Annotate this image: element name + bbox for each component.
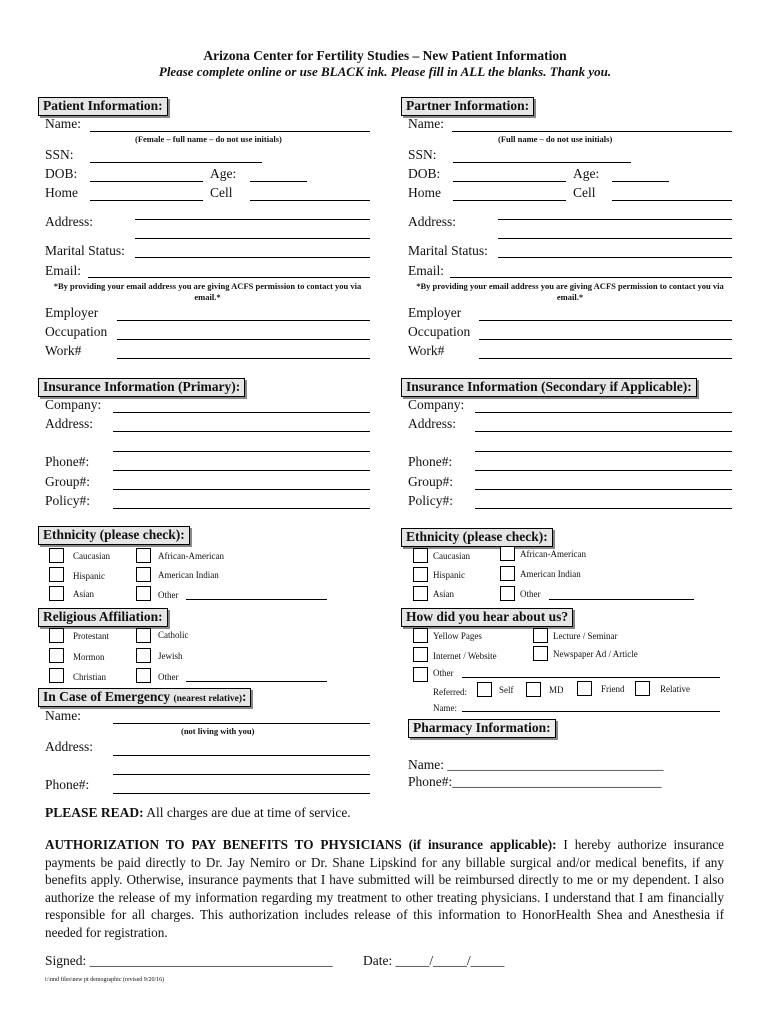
partner-hispanic-label: Hispanic bbox=[433, 570, 465, 580]
partner-asian-checkbox[interactable] bbox=[413, 586, 428, 601]
hear-other-field[interactable] bbox=[462, 677, 720, 678]
ins1-address-label: Address: bbox=[45, 416, 93, 431]
ethnicity-heading-patient: Ethnicity (please check): bbox=[38, 526, 190, 545]
internet-label: Internet / Website bbox=[433, 651, 497, 661]
partner-age-field[interactable] bbox=[612, 181, 669, 182]
patient-name-label: Name: bbox=[45, 116, 81, 131]
partner-occupation-field[interactable] bbox=[479, 339, 732, 340]
patient-cell-field[interactable] bbox=[250, 200, 370, 201]
yellow-pages-label: Yellow Pages bbox=[433, 631, 482, 641]
newspaper-label: Newspaper Ad / Article bbox=[553, 649, 638, 659]
jewish-checkbox[interactable] bbox=[136, 648, 151, 663]
emergency-phone-field[interactable] bbox=[113, 793, 370, 794]
emergency-address-field-1[interactable] bbox=[113, 755, 370, 756]
patient-age-label: Age: bbox=[210, 166, 237, 181]
footer-path: i:\nnd files\new pt demographic (revised 9/20/16) bbox=[45, 977, 165, 983]
partner-name-note: (Full name – do not use initials) bbox=[498, 134, 613, 144]
partner-ssn-label: SSN: bbox=[408, 147, 437, 162]
form-title: Arizona Center for Fertility Studies – New Patient Information bbox=[203, 48, 567, 63]
partner-work-label: Work# bbox=[408, 343, 445, 358]
ins2-company-label: Company: bbox=[408, 397, 465, 412]
patient-american-indian-checkbox[interactable] bbox=[136, 567, 151, 582]
patient-employer-label: Employer bbox=[45, 305, 99, 320]
referred-md-label: MD bbox=[549, 685, 564, 695]
patient-occupation-field[interactable] bbox=[117, 339, 370, 340]
partner-ssn-field[interactable] bbox=[453, 162, 631, 163]
protestant-checkbox[interactable] bbox=[49, 628, 64, 643]
partner-american-indian-checkbox[interactable] bbox=[500, 566, 515, 581]
partner-african-american-label: African-American bbox=[520, 549, 586, 559]
patient-caucasian-checkbox[interactable] bbox=[49, 548, 64, 563]
ins1-group-field[interactable] bbox=[113, 489, 370, 490]
partner-caucasian-checkbox[interactable] bbox=[413, 548, 428, 563]
hear-other-checkbox[interactable] bbox=[413, 667, 428, 682]
religion-other-label: Other bbox=[158, 672, 179, 682]
patient-hispanic-checkbox[interactable] bbox=[49, 567, 64, 582]
partner-ethnicity-other-field[interactable] bbox=[549, 599, 694, 600]
hear-other-label: Other bbox=[433, 668, 454, 678]
ins1-policy-label: Policy#: bbox=[45, 493, 91, 508]
emergency-phone-label: Phone#: bbox=[45, 777, 90, 792]
patient-home-label: Home bbox=[45, 185, 78, 200]
patient-cell-label: Cell bbox=[210, 185, 233, 200]
jewish-label: Jewish bbox=[158, 651, 183, 661]
patient-name-note: (Female – full name – do not use initials) bbox=[135, 134, 282, 144]
ins2-policy-label: Policy#: bbox=[408, 493, 454, 508]
form-subtitle: Please complete online or use BLACK ink. Please fill in ALL the blanks. Thank you. bbox=[158, 64, 612, 79]
pharmacy-name-field[interactable]: Name: ________________________________ bbox=[408, 757, 664, 772]
authorization-paragraph: AUTHORIZATION TO PAY BENEFITS TO PHYSICIANS (if insurance applicable): I hereby authorize insurance payments be paid directly to Dr. Jay Nemiro or Dr. Shane Lipskind for any billable surgical and/or medical benefits, if any benefits apply. Otherwise, insurance payments that I have submitted will be reimbursed directly to me or my dependent. I also authorize the release of my information regarding my treatment to other treating physicians. I understand that I am financially responsible for all charges. This authorization includes release of this information to HonorHealth Shea and Anesthesia if needed for registration. bbox=[45, 837, 724, 940]
patient-name-field[interactable] bbox=[90, 131, 370, 132]
ins2-group-field[interactable] bbox=[475, 489, 732, 490]
referred-self-label: Self bbox=[499, 685, 514, 695]
patient-caucasian-label: Caucasian bbox=[73, 551, 110, 561]
newspaper-checkbox[interactable] bbox=[533, 646, 548, 661]
patient-ethnicity-other-label: Other bbox=[158, 590, 179, 600]
patient-ssn-field[interactable] bbox=[90, 162, 262, 163]
religion-other-field[interactable] bbox=[186, 681, 327, 682]
mormon-checkbox[interactable] bbox=[49, 648, 64, 663]
patient-african-american-checkbox[interactable] bbox=[136, 548, 151, 563]
partner-age-label: Age: bbox=[573, 166, 600, 181]
ins2-address-field-2[interactable] bbox=[475, 451, 732, 452]
partner-hispanic-checkbox[interactable] bbox=[413, 567, 428, 582]
lecture-checkbox[interactable] bbox=[533, 628, 548, 643]
emergency-heading: In Case of Emergency (nearest relative): bbox=[38, 688, 251, 707]
mormon-label: Mormon bbox=[73, 652, 105, 662]
religion-heading: Religious Affiliation: bbox=[38, 608, 168, 627]
patient-dob-label: DOB: bbox=[45, 166, 78, 181]
referred-friend-label: Friend bbox=[601, 684, 625, 694]
referred-relative-checkbox[interactable] bbox=[635, 681, 650, 696]
partner-african-american-checkbox[interactable] bbox=[500, 546, 515, 561]
yellow-pages-checkbox[interactable] bbox=[413, 628, 428, 643]
please-read: PLEASE READ: All charges are due at time of service. bbox=[45, 805, 351, 820]
ins2-policy-field[interactable] bbox=[475, 508, 732, 509]
patient-ethnicity-other-field[interactable] bbox=[186, 599, 327, 600]
partner-marital-field[interactable] bbox=[498, 257, 732, 258]
patient-work-label: Work# bbox=[45, 343, 82, 358]
emergency-address-field-2[interactable] bbox=[113, 774, 370, 775]
patient-african-american-label: African-American bbox=[158, 551, 224, 561]
patient-hispanic-label: Hispanic bbox=[73, 571, 105, 581]
insurance-primary-heading: Insurance Information (Primary): bbox=[38, 378, 245, 397]
patient-occupation-label: Occupation bbox=[45, 324, 108, 339]
patient-asian-label: Asian bbox=[73, 589, 94, 599]
ethnicity-heading-partner: Ethnicity (please check): bbox=[401, 528, 553, 547]
patient-age-field[interactable] bbox=[250, 181, 307, 182]
ins2-group-label: Group#: bbox=[408, 474, 453, 489]
ins1-address-field-2[interactable] bbox=[113, 451, 370, 452]
referred-relative-label: Relative bbox=[660, 684, 690, 694]
signed-field[interactable]: Signed: ____________________________________ bbox=[45, 953, 333, 968]
partner-name-label: Name: bbox=[408, 116, 444, 131]
protestant-label: Protestant bbox=[73, 631, 109, 641]
catholic-checkbox[interactable] bbox=[136, 628, 151, 643]
lecture-label: Lecture / Seminar bbox=[553, 631, 618, 641]
patient-email-note: *By providing your email address you are giving ACFS permission to contact you via email.* bbox=[53, 281, 362, 302]
ins1-policy-field[interactable] bbox=[113, 508, 370, 509]
ins1-address-field-1[interactable] bbox=[113, 431, 370, 432]
referred-friend-checkbox[interactable] bbox=[577, 681, 592, 696]
patient-employer-field[interactable] bbox=[117, 320, 370, 321]
referred-name-label: Name: bbox=[433, 703, 457, 713]
patient-american-indian-label: American Indian bbox=[158, 570, 219, 580]
patient-asian-checkbox[interactable] bbox=[49, 586, 64, 601]
partner-name-field[interactable] bbox=[452, 131, 732, 132]
partner-home-label: Home bbox=[408, 185, 441, 200]
referred-self-checkbox[interactable] bbox=[477, 682, 492, 697]
partner-cell-field[interactable] bbox=[612, 200, 732, 201]
christian-checkbox[interactable] bbox=[49, 668, 64, 683]
partner-american-indian-label: American Indian bbox=[520, 569, 581, 579]
ins2-address-label: Address: bbox=[408, 416, 456, 431]
partner-dob-label: DOB: bbox=[408, 166, 441, 181]
patient-work-field[interactable] bbox=[117, 358, 370, 359]
partner-caucasian-label: Caucasian bbox=[433, 551, 470, 561]
pharmacy-heading: Pharmacy Information: bbox=[408, 719, 556, 738]
partner-heading: Partner Information: bbox=[401, 97, 534, 116]
patient-ethnicity-other-checkbox[interactable] bbox=[136, 586, 151, 601]
religion-other-checkbox[interactable] bbox=[136, 668, 151, 683]
partner-asian-label: Asian bbox=[433, 589, 454, 599]
ins1-company-field[interactable] bbox=[113, 412, 370, 413]
patient-address-field-1[interactable] bbox=[135, 219, 370, 220]
patient-email-field[interactable] bbox=[88, 277, 370, 278]
ins2-company-field[interactable] bbox=[475, 412, 732, 413]
partner-employer-field[interactable] bbox=[479, 320, 732, 321]
partner-address-label: Address: bbox=[408, 214, 456, 229]
referred-name-field[interactable] bbox=[462, 711, 720, 712]
partner-occupation-label: Occupation bbox=[408, 324, 471, 339]
patient-dob-field[interactable] bbox=[90, 181, 203, 182]
patient-marital-label: Marital Status: bbox=[45, 243, 125, 258]
ins2-address-field-1[interactable] bbox=[475, 431, 732, 432]
patient-heading: Patient Information: bbox=[38, 97, 168, 116]
date-field[interactable]: Date: _____/_____/_____ bbox=[363, 953, 505, 968]
patient-address-label: Address: bbox=[45, 214, 93, 229]
partner-email-field[interactable] bbox=[450, 277, 732, 278]
internet-checkbox[interactable] bbox=[413, 647, 428, 662]
patient-email-label: Email: bbox=[45, 263, 81, 278]
emergency-name-note: (not living with you) bbox=[181, 726, 255, 736]
partner-ethnicity-other-label: Other bbox=[520, 589, 541, 599]
partner-cell-label: Cell bbox=[573, 185, 596, 200]
patient-home-field[interactable] bbox=[90, 200, 203, 201]
patient-marital-field[interactable] bbox=[135, 257, 370, 258]
referred-label: Referred: bbox=[433, 687, 467, 697]
ins1-group-label: Group#: bbox=[45, 474, 90, 489]
emergency-address-label: Address: bbox=[45, 739, 93, 754]
partner-email-label: Email: bbox=[408, 263, 444, 278]
partner-dob-field[interactable] bbox=[453, 181, 566, 182]
christian-label: Christian bbox=[73, 672, 106, 682]
patient-address-field-2[interactable] bbox=[135, 238, 370, 239]
partner-address-field-2[interactable] bbox=[498, 238, 732, 239]
catholic-label: Catholic bbox=[158, 630, 189, 640]
ins1-phone-field[interactable] bbox=[113, 470, 370, 471]
hear-heading: How did you hear about us? bbox=[401, 608, 573, 627]
insurance-secondary-heading: Insurance Information (Secondary if Applicable): bbox=[401, 378, 697, 397]
partner-work-field[interactable] bbox=[479, 358, 732, 359]
partner-home-field[interactable] bbox=[453, 200, 566, 201]
ins2-phone-field[interactable] bbox=[475, 470, 732, 471]
partner-employer-label: Employer bbox=[408, 305, 462, 320]
emergency-name-label: Name: bbox=[45, 708, 81, 723]
partner-marital-label: Marital Status: bbox=[408, 243, 488, 258]
partner-email-note: *By providing your email address you are giving ACFS permission to contact you via email.* bbox=[416, 281, 724, 302]
emergency-name-field[interactable] bbox=[113, 723, 370, 724]
pharmacy-phone-field[interactable]: Phone#:_______________________________ bbox=[408, 774, 662, 789]
ins1-phone-label: Phone#: bbox=[45, 454, 90, 469]
partner-address-field-1[interactable] bbox=[498, 219, 732, 220]
patient-ssn-label: SSN: bbox=[45, 147, 74, 162]
partner-ethnicity-other-checkbox[interactable] bbox=[500, 586, 515, 601]
referred-md-checkbox[interactable] bbox=[526, 682, 541, 697]
ins1-company-label: Company: bbox=[45, 397, 102, 412]
ins2-phone-label: Phone#: bbox=[408, 454, 453, 469]
